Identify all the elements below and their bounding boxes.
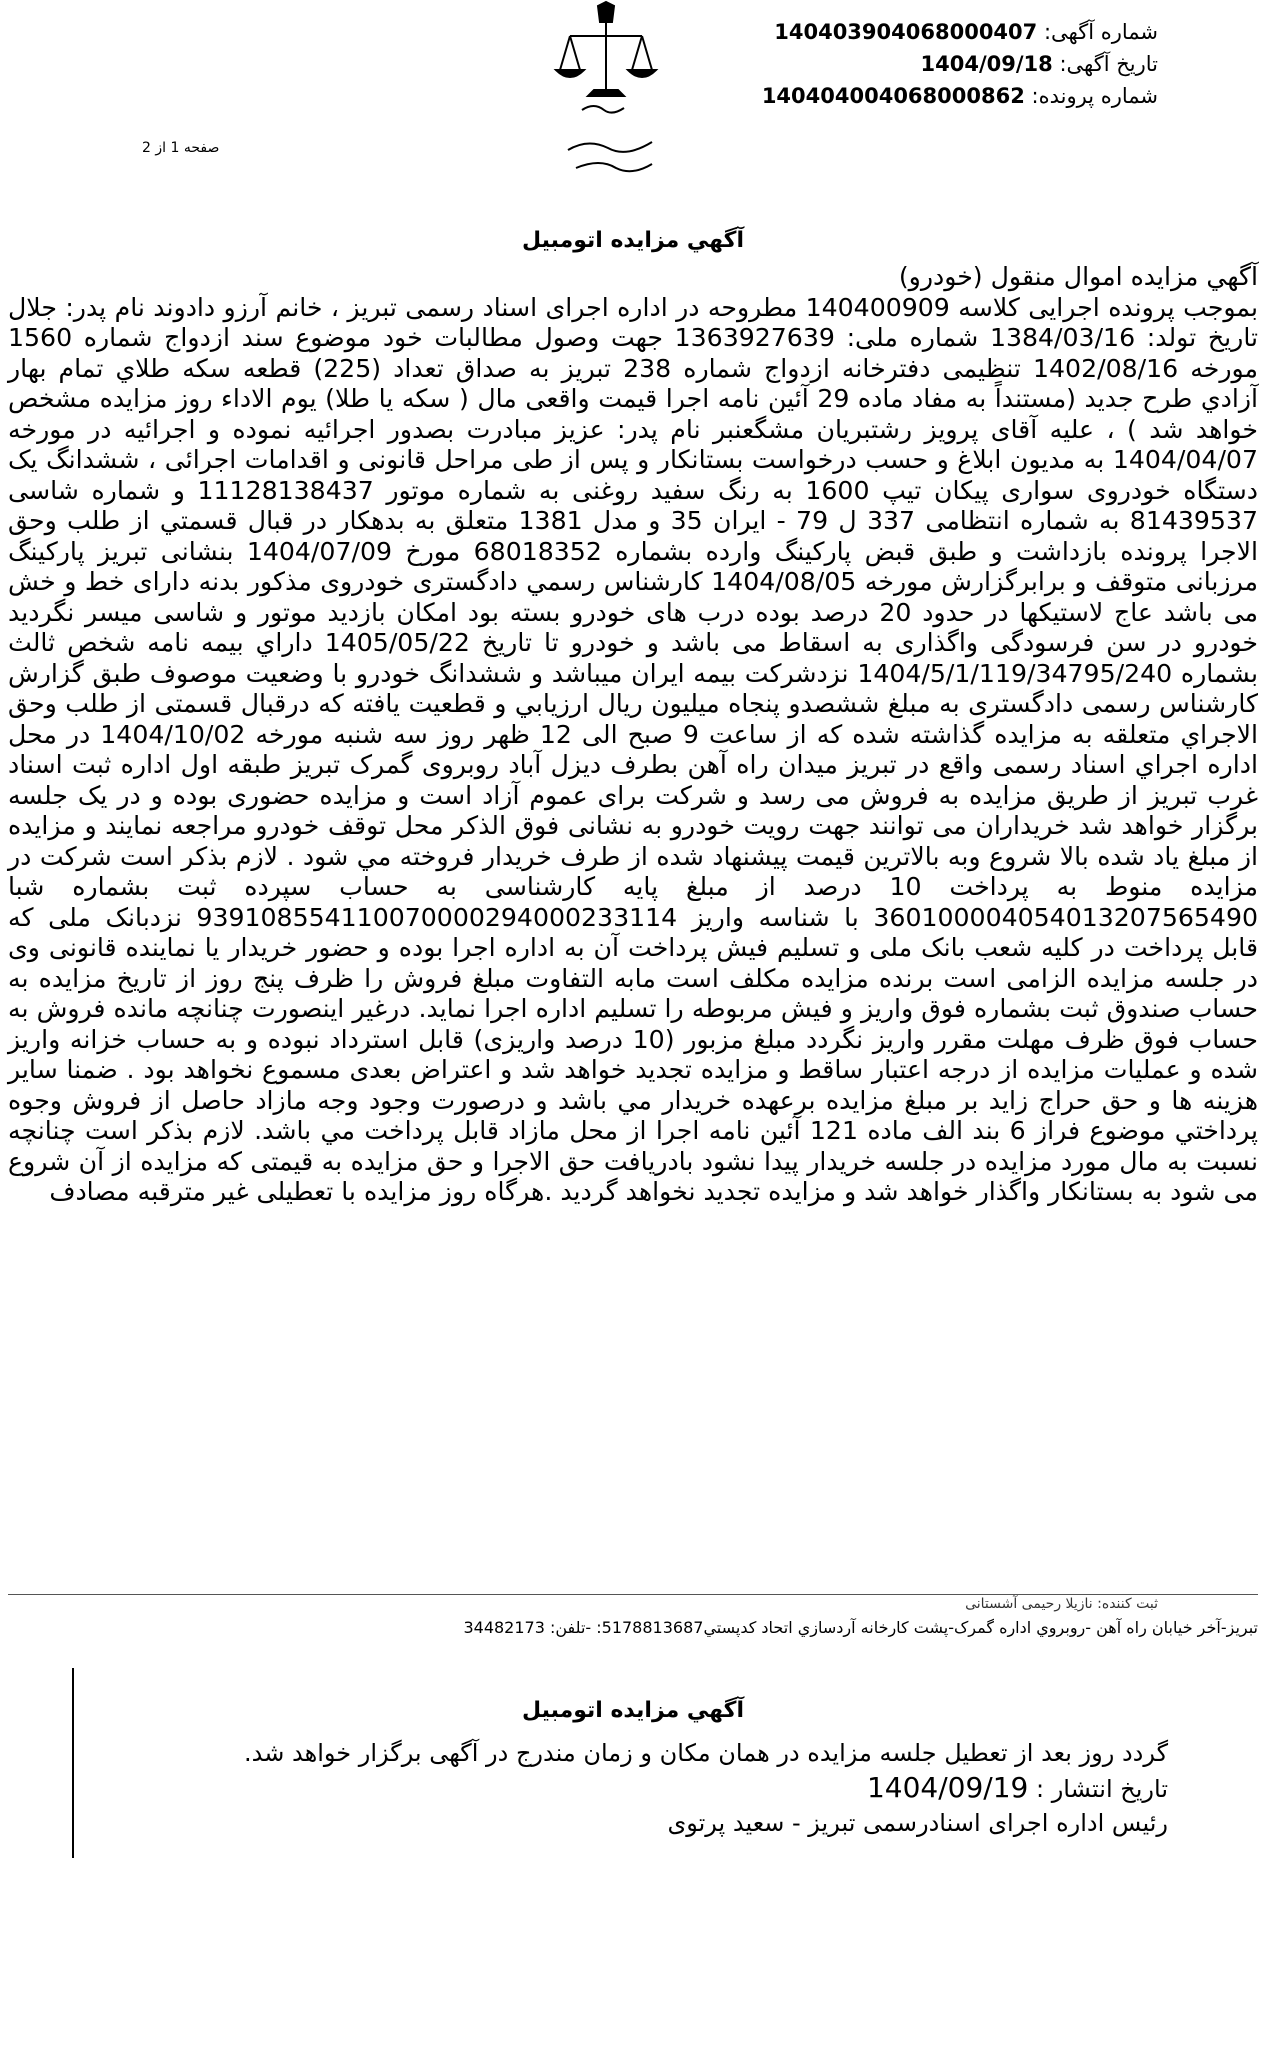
office-address: تبریز-آخر خیابان راه آهن -روبروي اداره گمرک-پشت کارخانه آردسازي اتحاد کدپستي5178813687: -تلفن: 34482173: [463, 1618, 1258, 1637]
summary-continuation: گردد روز بعد از تعطیل جلسه مزایده در همان مکان و زمان مندرج در آگهی برگزار خواهد شد.: [244, 1739, 1168, 1767]
ad-date-label: تاریخ آگهی:: [1059, 52, 1158, 76]
summary-signature: رئیس اداره اجرای اسنادرسمی تبریز - سعید پرتوی: [667, 1809, 1168, 1837]
notice-body: [8, 262, 1258, 1208]
ad-date: 1404/09/18: [920, 52, 1053, 76]
case-number: 14040400406800086​2: [761, 84, 1025, 108]
registrar-line: ثبت کننده: نازیلا رحیمی آشستانی: [965, 1596, 1158, 1612]
case-number-label: شماره پرونده:: [1031, 84, 1158, 108]
publish-date: 1404/09/19: [866, 1771, 1029, 1804]
margin-bar: [72, 1668, 74, 1858]
page-number: صفحه 1 از 2: [142, 140, 220, 156]
ad-number: 14040390406800040​7: [774, 20, 1038, 44]
ad-number-line: [774, 20, 1158, 44]
publish-date-label: تاریخ انتشار :: [1036, 1775, 1168, 1803]
notice-first-line: آگهي مزايده اموال منقول (خودرو): [898, 262, 1258, 291]
ad-date-line: [921, 52, 1158, 76]
case-number-line: [762, 84, 1158, 108]
summary-title: آگهي مزايده اتومبيل: [521, 1698, 745, 1723]
emblem-caption: [530, 150, 690, 174]
summary-publish-line: [128, 1772, 1168, 1805]
divider: [8, 1594, 1258, 1595]
notice-paragraph: بموجب پرونده اجرایی کلاسه 140400909 مطروحه در اداره اجرای اسناد رسمی تبریز ، خانم آرزو دادوند نام پدر: جلال تاریخ تولد: 1384/03/16 شماره ملی: 1363927639 جهت وصول مطالبات خود موضوع سند ازدواج شماره 1560 مورخه 1402/08/16 تنظیمی دفترخانه ازدواج شماره 238 تبریز به صداق تعداد (225) قطعه سکه طلاي تمام بهار آزادي طرح جدید (مستنداً به مفاد ماده 29 آئین نامه اجرا قیمت واقعی مال ( سکه یا طلا) یوم الاداء روز مزایده مشخص خواهد شد ) ، علیه آقای پرویز رشتبریان مشگعنبر نام پدر: عزیز مبادرت بصدور اجرائیه نموده و اجرائیه در مورخه 1404/04/07 به مدیون ابلاغ و حسب درخواست بستانکار و پس از طی مراحل قانونی و اقدامات اجرائی ، ششدانگ یک دستگاه خودروی سواری پیکان تیپ 1600 به رنگ سفید روغنی به شماره موتور 11128138437 و شماره شاسی 81439537 به شماره انتظامی 337 ل 79 - ایران 35 و مدل 1381 متعلق به بدهکار در قبال قسمتي از طلب وحق الاجرا پرونده بازداشت و طبق قبض پارکینگ وارده بشماره 68018352 مورخ 1404/07/09 بنشانی تبریز پارکینگ مرزبانی متوقف و برابرگزارش مورخه 1404/08/05 کارشناس رسمي دادگستری خودروی مذکور بدنه دارای خط و خش می باشد عاج لاستیکها در حدود 20 درصد بوده درب های خودرو بسته بود امکان بازدید موتور و شاسی میسر نگردید خودرو در سن فرسودگی واگذاری به اسقاط می باشد و خودرو تا تاریخ 1405/05/22 داراي بیمه نامه شخص ثالث بشماره 1404/5/1/119/34795/240 نزدشرکت بیمه ایران میباشد و ششدانگ خودرو با وضعیت موصوف طبق گزارش کارشناس رسمی دادگستری به مبلغ ششصدو پنجاه میلیون ریال ارزیابي و قطعیت یافته که درقبال قسمتی از طلب وحق الاجراي متعلقه به مزایده گذاشته شده که از ساعت 9 صبح الی 12 ظهر روز سه شنبه مورخه 1404/10/02 در محل اداره اجراي اسناد رسمی واقع در تبریز میدان راه آهن بطرف دیزل آباد روبروی گمرک تبریز طبقه اول اداره ثبت اسناد غرب تبریز از طریق مزایده به فروش می رسد و شرکت برای عموم آزاد است و مزایده حضوری بوده و در یک جلسه برگزار خواهد شد خریداران می توانند جهت رویت خودرو به نشانی فوق الذکر محل توقف خودرو مراجعه نمایند و مزایده از مبلغ یاد شده بالا شروع وبه بالاترین قیمت پیشنهاد شده از طرف خریدار فروخته مي شود . لازم بذکر است شرکت در مزایده منوط به پرداخت 10 درصد از مبلغ پایه کارشناسی به حساب سپرده ثبت بشماره شبا 360100004054013207565490 با شناسه واریز 939108554110070000294000233114 نزدبانک ملی که قابل پرداخت در کلیه شعب بانک ملی و تسلیم فیش پرداخت آن به اداره اجرا بوده و حضور خریدار یا نماینده قانونی وی در جلسه مزایده الزامی است برنده مزایده مکلف است مابه التفاوت مبلغ فروش را ظرف پنج روز از تاریخ مزایده به حساب صندوق ثبت بشماره فوق واریز و فیش مربوطه را تسلیم اداره اجرا نماید. درغیر اینصورت چنانچه مانده فروش به حساب فوق ظرف مهلت مقرر واریز نگردد مبلغ مزبور (10 درصد واریزی) قابل استرداد نبوده و به حساب خزانه واریز شده و عملیات مزایده از درجه اعتبار ساقط و مزایده تجدید خواهد شد و اعتراض بعدی مسموع نخواهد بود . ضمنا سایر هزینه ها و حق حراج زاید بر مبلغ مزایده برعهده خریدار مي باشد و درصورت وجود وجه مازاد حاصل از فروش وجوه پرداختي موضوع فراز 6 بند الف ماده 121 آئین نامه اجرا از محل مازاد قابل پرداخت مي باشد. لازم بذکر است چنانچه نسبت به مال مورد مزایده در جلسه خریدار پیدا نشود بادریافت حق الاجرا و حق مزایده به قیمتی که مزایده از آن شروع می شود به بستانکار واگذار خواهد شد و مزایده تجدید نخواهد گردید .هرگاه روز مزایده با تعطیلی غیر مترقبه مصادف: [8, 292, 1259, 1206]
page-title: آگهي مزايده اتومبيل: [521, 228, 745, 253]
ad-number-label: شماره آگهی:: [1043, 20, 1158, 44]
